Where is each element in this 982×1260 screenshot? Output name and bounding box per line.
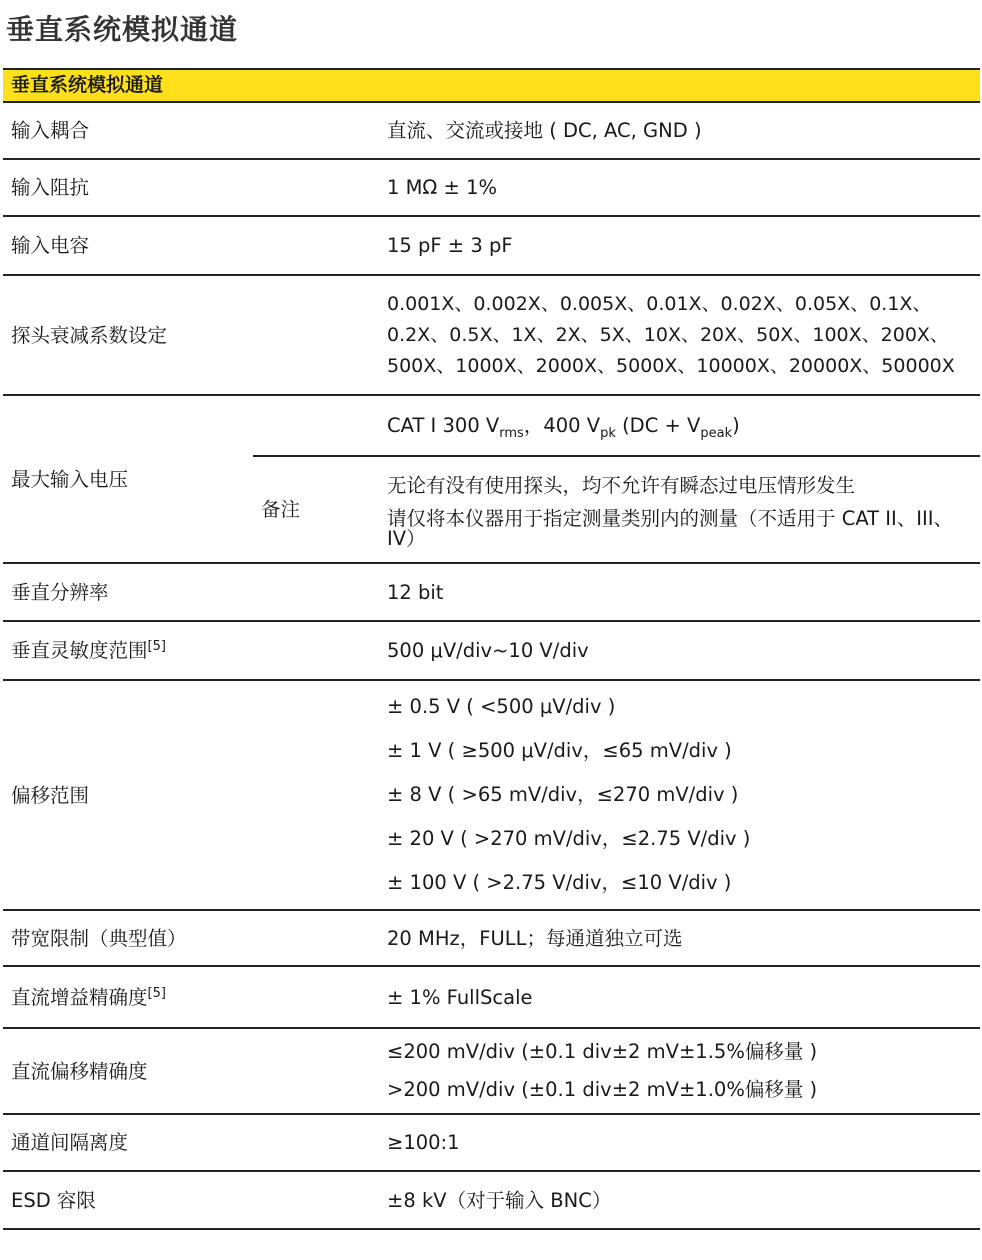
- table-header: 垂直系统模拟通道: [11, 74, 164, 96]
- row-value: 15 pF ± 3 pF: [387, 234, 513, 257]
- voltage-sub: rms: [499, 426, 524, 441]
- offset-line: ± 0.5 V ( <500 μV/div ): [387, 695, 616, 718]
- table-row: [3, 966, 980, 1028]
- footnote-ref: [5]: [147, 639, 166, 654]
- table-row: [3, 910, 980, 966]
- row-value: 500 μV/div~10 V/div: [387, 639, 589, 662]
- row-label: 垂直分辨率: [11, 580, 109, 604]
- row-value: 直流、交流或接地 ( DC, AC, GND ): [387, 119, 702, 142]
- footnote-ref: [5]: [147, 985, 166, 1001]
- row-label: 最大输入电压: [11, 467, 129, 491]
- table-row: [3, 275, 980, 395]
- row-value: 12 bit: [387, 580, 444, 604]
- row-label: [3, 966, 379, 1028]
- table-row: [3, 216, 980, 275]
- row-value: [379, 1028, 980, 1114]
- spec-table: [3, 68, 980, 1230]
- table-row: [3, 563, 980, 621]
- offset-line: ± 8 V ( >65 mV/div，≤270 mV/div ): [387, 783, 739, 806]
- table-row: [3, 621, 980, 680]
- label-text: 直流增益精确度: [11, 985, 148, 1009]
- offset-line: ± 100 V ( >2.75 V/div，≤10 V/div ): [387, 871, 732, 894]
- probe-line: 500X、1000X、2000X、5000X、10000X、20000X、50000X: [387, 354, 955, 377]
- row-value: 20 MHz，FULL；每通道独立可选: [387, 926, 683, 950]
- probe-line: 0.001X、0.002X、0.005X、0.01X、0.02X、0.05X、0.1X、: [387, 292, 932, 315]
- note-value: [379, 456, 980, 563]
- row-label: 输入阻抗: [11, 176, 90, 199]
- voltage-text: (DC + V: [615, 414, 701, 437]
- table-row: [3, 1114, 980, 1171]
- row-label: 通道间隔离度: [11, 1131, 129, 1154]
- voltage-sub: pk: [600, 426, 616, 441]
- voltage-text: ): [732, 414, 740, 437]
- note-line: 无论有没有使用探头，均不允许有瞬态过电压情形发生: [387, 473, 856, 497]
- row-label: 带宽限制（典型值）: [11, 926, 187, 950]
- row-label: 探头衰减系数设定: [11, 323, 168, 347]
- row-label: 偏移范围: [11, 783, 90, 807]
- label-text: 垂直灵敏度范围: [11, 639, 148, 662]
- offset-line: ± 1 V ( ≥500 μV/div，≤65 mV/div ): [387, 739, 732, 762]
- row-value: ±8 kV（对于输入 BNC）: [387, 1188, 612, 1212]
- row-label: 输入电容: [11, 234, 90, 257]
- table-row: [3, 159, 980, 216]
- row-label: [3, 621, 379, 680]
- page-title: 垂直系统模拟通道: [6, 13, 239, 46]
- row-value: [379, 275, 980, 395]
- dc-offset-line: ≤200 mV/div (±0.1 div±2 mV±1.5%偏移量 ): [387, 1040, 818, 1063]
- voltage-sub: peak: [700, 426, 733, 441]
- row-value: [253, 395, 980, 456]
- voltage-text: ，400 V: [523, 414, 601, 437]
- note-label: 备注: [253, 456, 379, 563]
- row-value: [379, 680, 980, 910]
- note-line: 请仅将本仪器用于指定测量类别内的测量（不适用于 CAT II、III、IV）: [387, 506, 954, 550]
- table-row: [3, 1028, 980, 1114]
- probe-line: 0.2X、0.5X、1X、2X、5X、10X、20X、50X、100X、200X、: [387, 323, 949, 346]
- row-value: ± 1% FullScale: [387, 985, 533, 1009]
- row-label: ESD 容限: [11, 1188, 96, 1212]
- offset-line: ± 20 V ( >270 mV/div，≤2.75 V/div ): [387, 827, 751, 850]
- row-value: ≥100:1: [387, 1131, 460, 1154]
- row-label: 输入耦合: [11, 119, 90, 142]
- row-label: 直流偏移精确度: [11, 1059, 148, 1083]
- table-row: [3, 102, 980, 159]
- table-row: [3, 680, 980, 910]
- voltage-text: CAT I 300 V: [387, 414, 500, 437]
- table-row: [3, 395, 980, 456]
- row-value: 1 MΩ ± 1%: [387, 176, 498, 199]
- table-header-row: [3, 69, 980, 102]
- table-row: [3, 1171, 980, 1229]
- dc-offset-line: >200 mV/div (±0.1 div±2 mV±1.0%偏移量 ): [387, 1078, 818, 1101]
